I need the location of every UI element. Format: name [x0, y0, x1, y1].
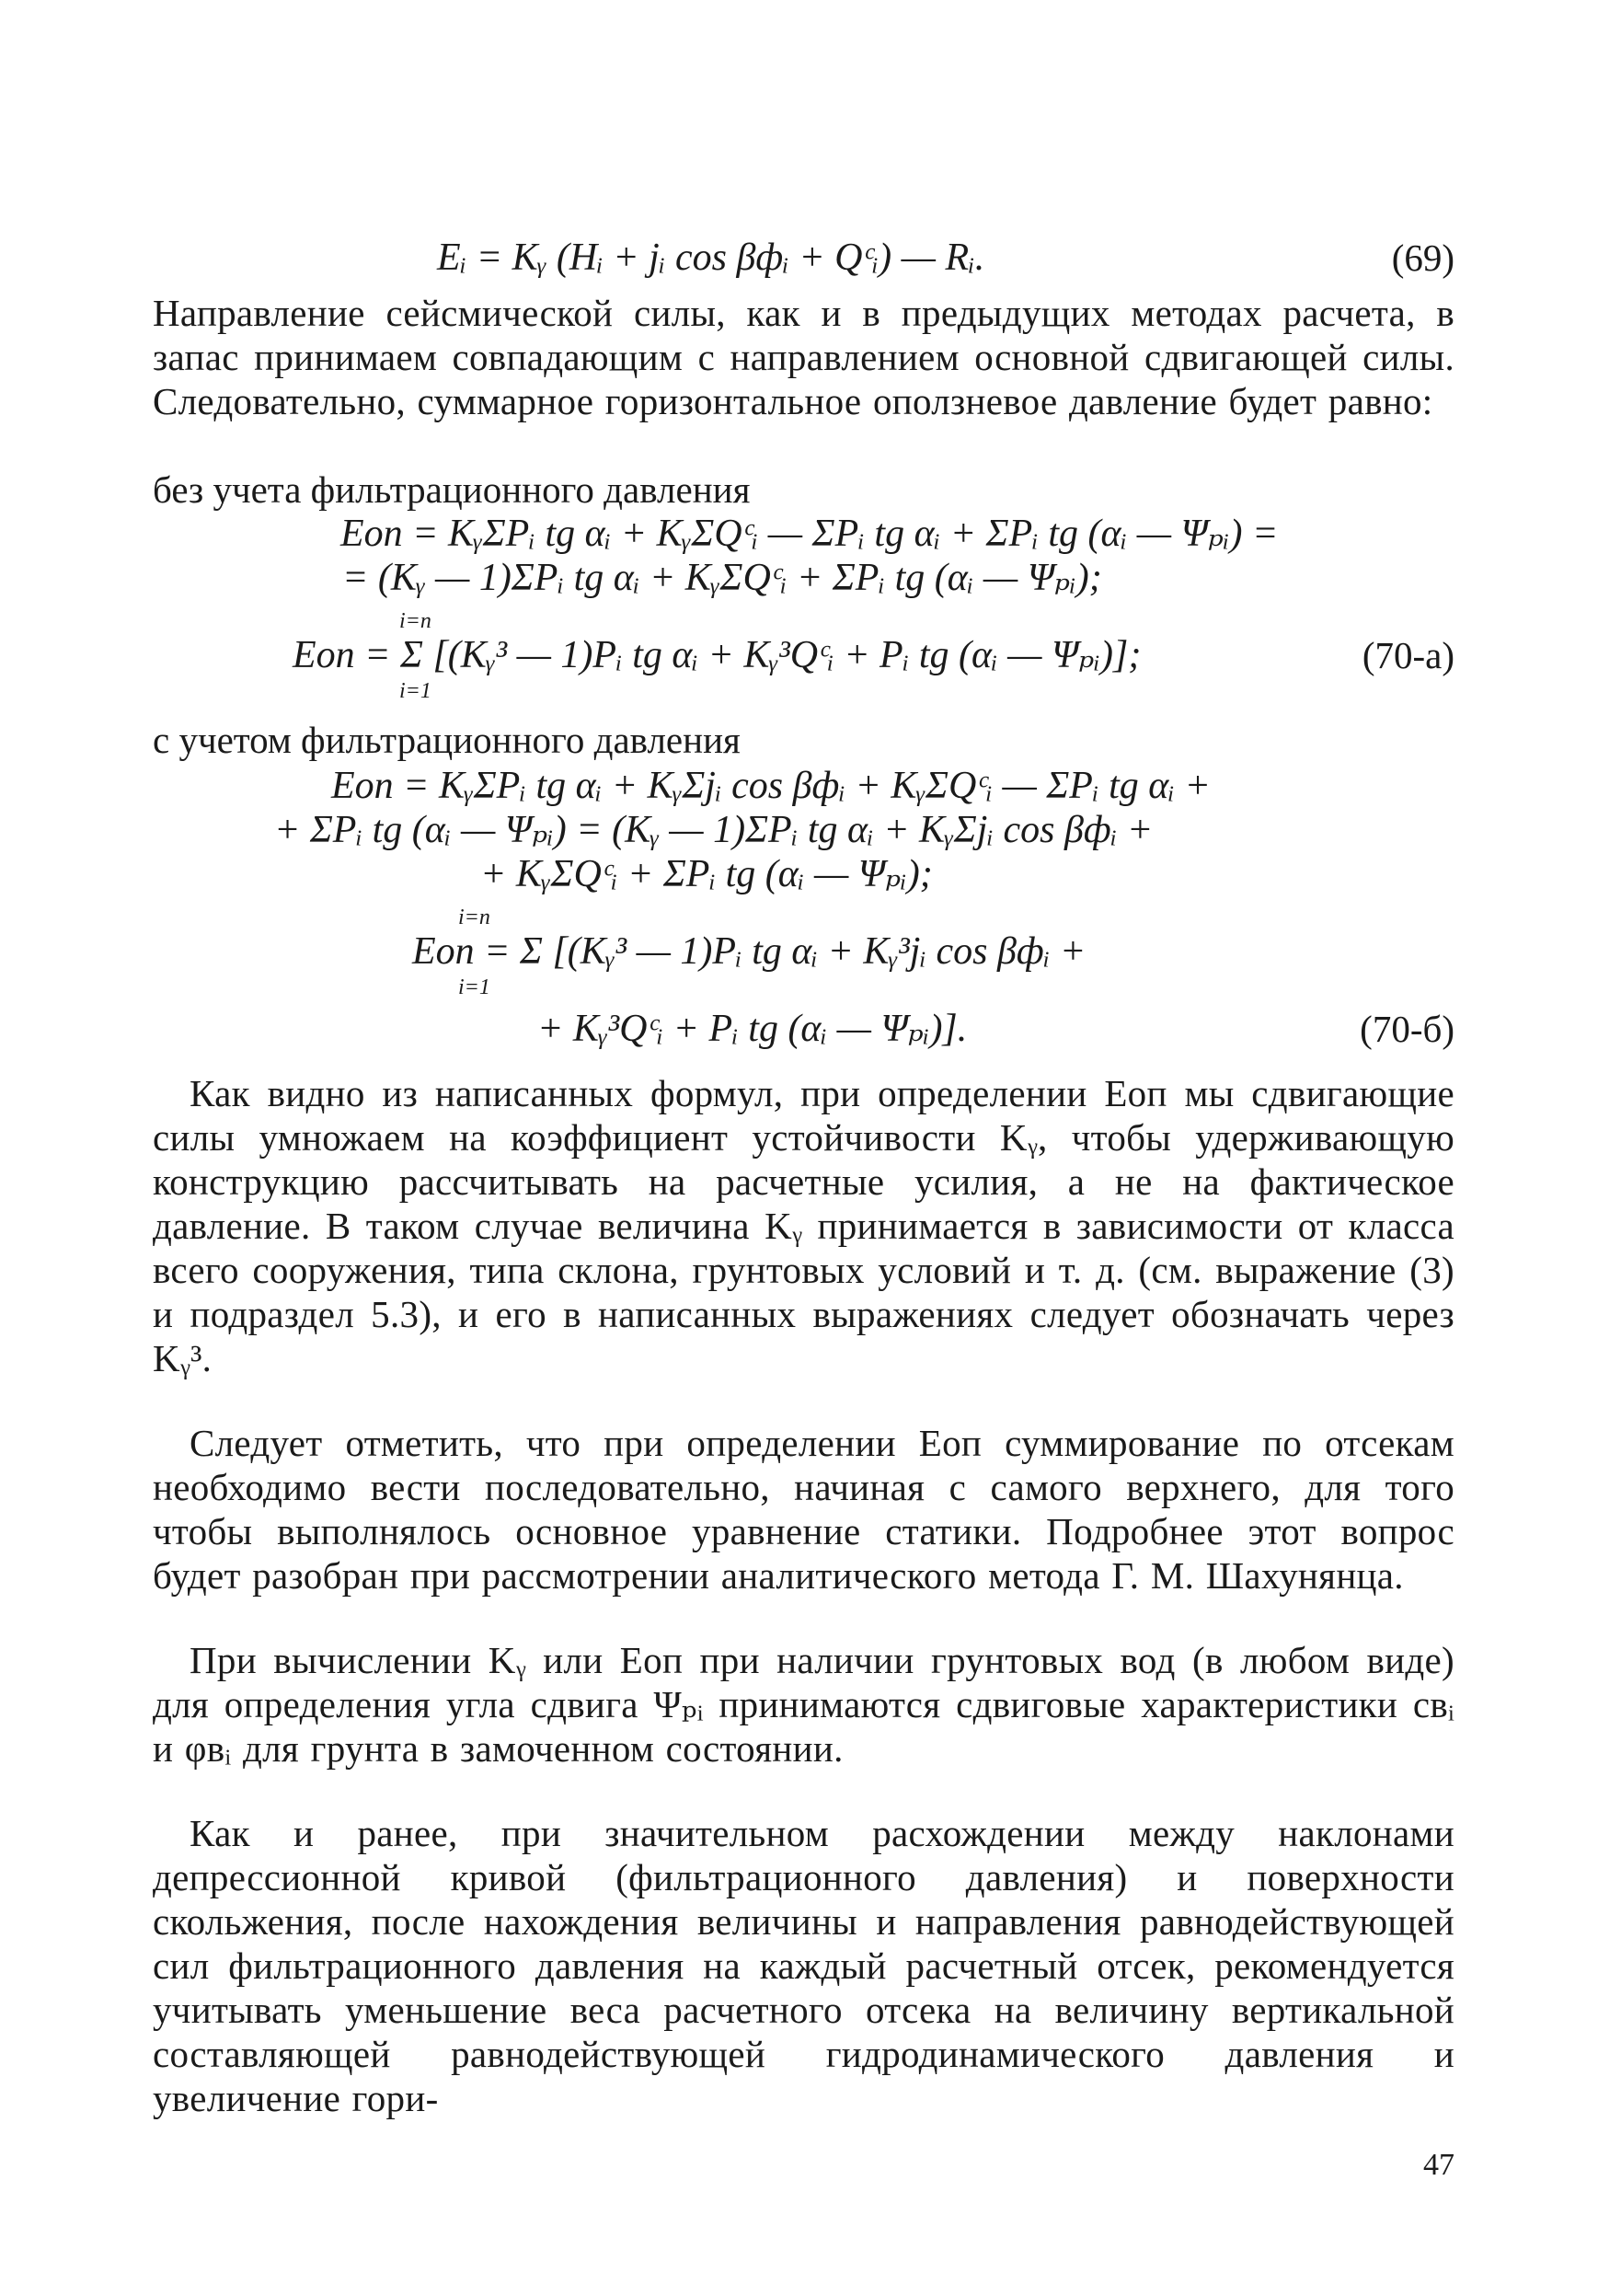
sum-upper-limit-70a: i=n: [399, 609, 431, 633]
sum-lower-limit-70a: i=1: [399, 679, 431, 703]
sum-upper-limit-70b: i=n: [458, 906, 490, 929]
formula-70b-line-2: + ΣPᵢ tg (αᵢ — Ψₚᵢ) = (Kᵧ — 1)ΣPᵢ tg αᵢ + KᵧΣjᵢ cos βфᵢ +: [274, 809, 1154, 851]
equation-number-70b: (70-б): [1360, 1008, 1454, 1050]
equation-number-69: (69): [1391, 237, 1454, 279]
page-number: 47: [1423, 2148, 1454, 2182]
heading-without-filtration: без учета фильтрационного давления: [153, 468, 751, 511]
formula-70b-line-5: + Kᵧ³Qᶜᵢ + Pᵢ tg (αᵢ — Ψₚᵢ)].: [537, 1008, 968, 1050]
paragraph-groundwater: При вычислении Kᵧ или Eоп при наличии грунтовых вод (в любом виде) для определения угла сдвига Ψₚᵢ принимаются сдвиговые характеристики cвᵢ и φвᵢ для грунта в замоченном состоянии.: [153, 1639, 1454, 1770]
formula-70b-line-1: Eоп = KᵧΣPᵢ tg αᵢ + KᵧΣjᵢ cos βфᵢ + KᵧΣQᶜᵢ — ΣPᵢ tg αᵢ +: [331, 765, 1211, 807]
paragraph-seismic-direction: Направление сейсмической силы, как и в предыдущих методах расчета, в запас принимаем совпадающим с направлением основной сдвигающей силы. Следовательно, суммарное горизонтальное оползневое давление будет равно:: [153, 292, 1454, 422]
equation-number-70a: (70-а): [1362, 634, 1454, 676]
heading-with-filtration: с учетом фильтрационного давления: [153, 719, 741, 761]
formula-70b-line-3: + KᵧΣQᶜᵢ + ΣPᵢ tg (αᵢ — Ψₚᵢ);: [480, 853, 933, 895]
paragraph-stability-coefficient: Как видно из написанных формул, при определении Eоп мы сдвигающие силы умножаем на коэффициент устойчивости Kᵧ, чтобы удерживающую конструкцию рассчитывать на расчетные усилия, а не на фактическое давление. В таком случае величина Kᵧ принимается в зависимости от класса всего сооружения, типа склона, грунтовых условий и т. д. (см. выражение (3) и подраздел 5.3), и его в написанных выражениях следует обозначать через Kᵧ³.: [153, 1072, 1454, 1379]
formula-70a-line-2: = (Kᵧ — 1)ΣPᵢ tg αᵢ + KᵧΣQᶜᵢ + ΣPᵢ tg (αᵢ — Ψₚᵢ);: [342, 557, 1102, 599]
sum-lower-limit-70b: i=1: [458, 975, 490, 999]
formula-70a-line-3: Eоп = Σ [(Kᵧ³ — 1)Pᵢ tg αᵢ + Kᵧ³Qᶜᵢ + Pᵢ tg (αᵢ — Ψₚᵢ)];: [293, 634, 1142, 676]
formula-70a-line-1: Eоп = KᵧΣPᵢ tg αᵢ + KᵧΣQᶜᵢ — ΣPᵢ tg αᵢ + ΣPᵢ tg (αᵢ — Ψₚᵢ) =: [340, 513, 1279, 555]
paragraph-summation-order: Следует отметить, что при определении Eоп суммирование по отсекам необходимо вести последовательно, начиная с самого верхнего, для того чтобы выполнялось основное уравнение статики. Подробнее этот вопрос будет разобран при рассмотрении аналитического метода Г. М. Шахунянца.: [153, 1422, 1454, 1597]
formula-69: Eᵢ = Kᵧ (Hᵢ + jᵢ cos βфᵢ + Qᶜᵢ) — Rᵢ.: [437, 237, 985, 279]
formula-70b-line-4: Eоп = Σ [(Kᵧ³ — 1)Pᵢ tg αᵢ + Kᵧ³jᵢ cos βфᵢ +: [412, 930, 1086, 973]
paragraph-depression-curve: Как и ранее, при значительном расхождении между наклонами депрессионной кривой (фильтрационного давления) и поверхности скольжения, после нахождения величины и направления равнодействующей сил фильтрационного давления на каждый расчетный отсек, рекомендуется учитывать уменьшение веса расчетного отсека на величину вертикальной составляющей равнодействующей гидродинамического давления и увеличение гори-: [153, 1812, 1454, 2119]
